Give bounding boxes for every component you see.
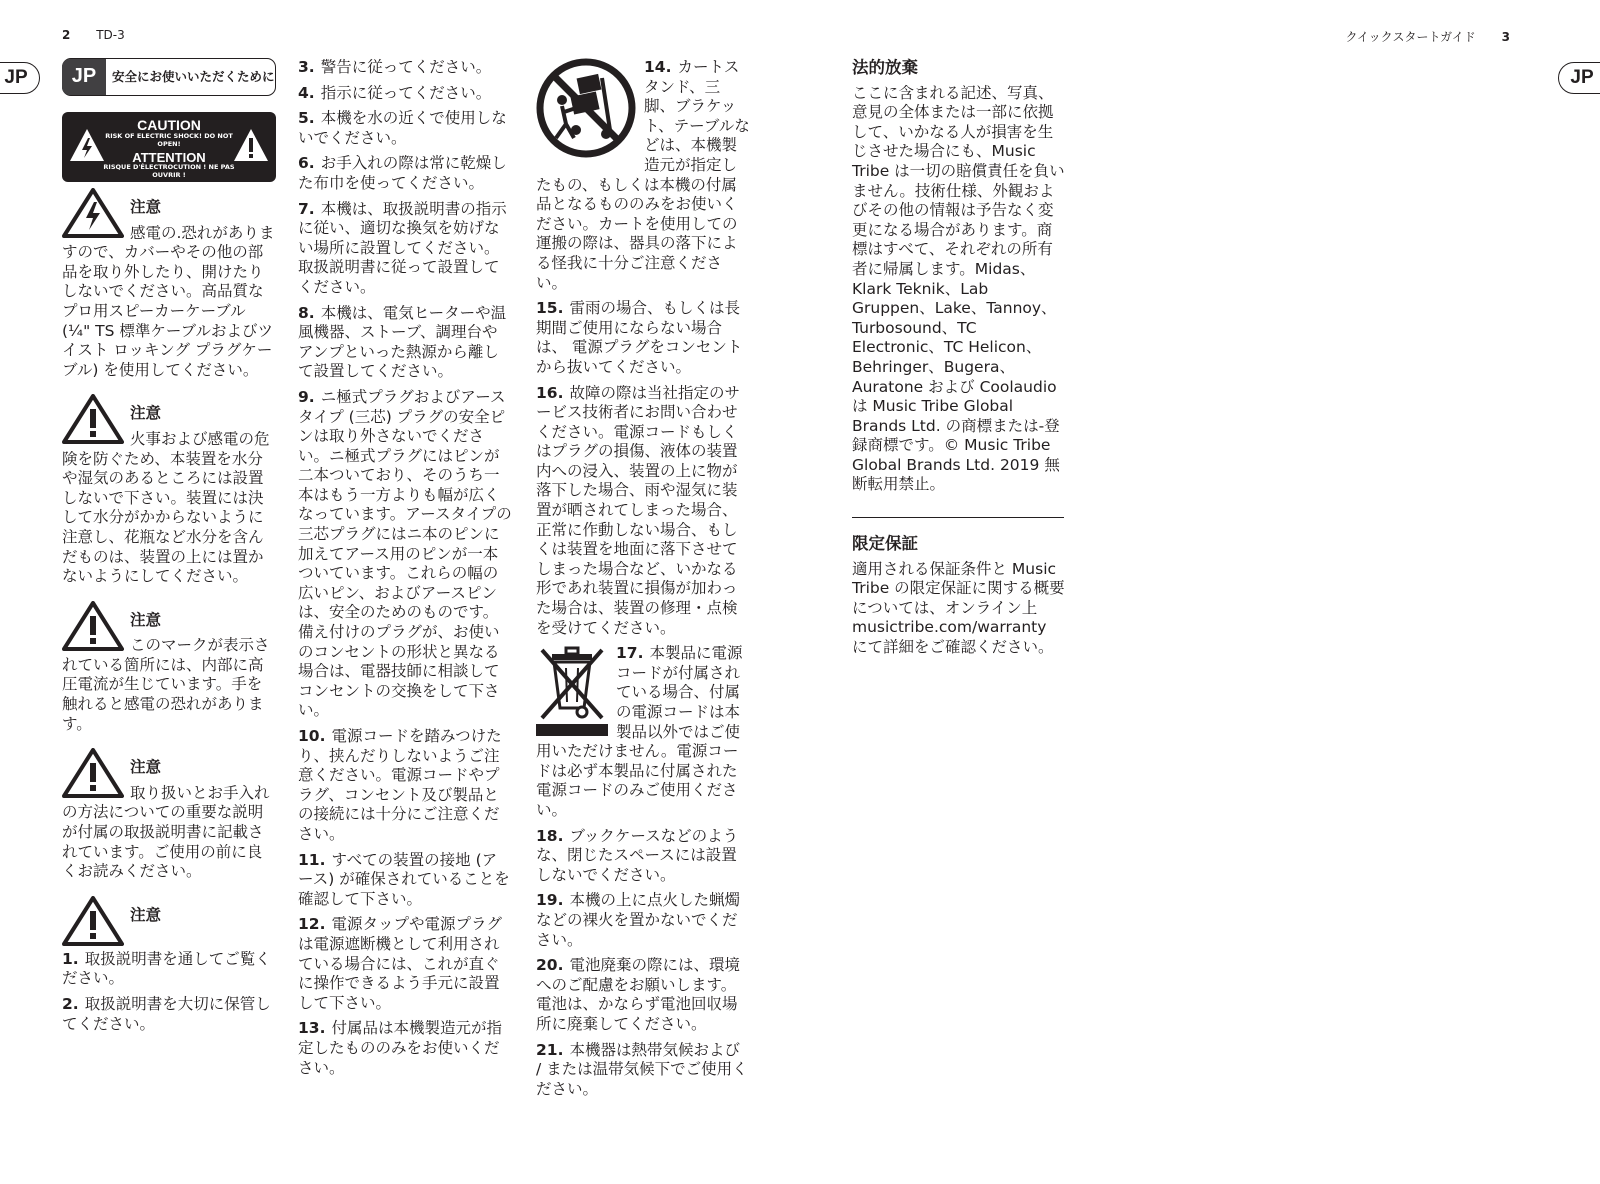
list-item: 4. 指示に従ってください。 — [298, 83, 492, 102]
warranty-body: 適用される保証条件と Music Tribe の限定保証に関する概要については、オンライン上 musictribe.com/warranty にて詳細をご確認ください。 — [852, 559, 1065, 657]
warning-label: 注意 — [130, 198, 162, 216]
list-item: 14. カートスタンド、三脚、ブラケット、テーブルなどは、本機製造元が指定したもの、もしくは本機の付属品となるもののみをお使いください。カートを使用しての運搬の際は、器具の落下による怪我に十分ご注意ください。 — [536, 58, 750, 292]
warranty-title: 限定保証 — [852, 534, 918, 554]
caution-sub: RISK OF ELECTRIC SHOCK! DO NOT OPEN! — [105, 132, 233, 148]
legal-title: 法的放棄 — [852, 58, 918, 77]
exclamation-triangle-icon — [62, 748, 124, 798]
list-item: 7. 本機は、取扱説明書の指示に従い、適切な換気を妨げない場所に設置してください。取扱説明書に従って設置してください。 — [298, 199, 507, 296]
caution-box — [62, 112, 276, 182]
list-item: 13. 付属品は本機製造元が指定したもののみをお使いください。 — [298, 1019, 502, 1077]
legal-body: ここに含まれる記述、写真、意見の全体または一部に依拠して、いかなる人が損害を生じさせた場合にも、Music Tribe は一切の賠償責任を負いません。技術仕様、外観およびその他の情報は予告なく変更になる場合があります。商標はすべて、それぞれの所有者に帰属します。Midas、Klark Teknik、Lab Gruppen、Lake、Tannoy、Turbosound、TC Electronic、TC Helicon、Behringer、Bugera、Auratone および Coolaudio は Music Tribe Global Brands Ltd. の商標または-登録商標です。© Music Tribe Global Brands Ltd. 2019 無断転用禁止。 — [852, 83, 1065, 494]
attention-label: ATTENTION — [132, 150, 206, 165]
list-item: 3. 警告に従ってください。 — [298, 58, 492, 76]
list-item: 12. 電源タップや電源プラグは電源遮断機として利用されている場合には、これが直ぐに操作できるよう手元に設置して下さい。 — [298, 915, 502, 1012]
warning-text: このマークが表示 — [130, 636, 255, 655]
caution-label: CAUTION — [137, 117, 201, 133]
warning-text: されている箇所には、内部に高圧電流が生じています。手を触れると感電の恐れがあります。 — [62, 636, 270, 733]
list-item: 15. 雷雨の場合、もしくは長期間ご使用にならない場合は、 電源プラグをコンセントから抜いてください。 — [536, 299, 743, 376]
warning-text: ますので、カバーやその他の部品を取り外したり、開けたりしないでください。高品質なプロ用スピーカーケーブル (¼" TS 標準ケーブルおよびツイスト ロッキング プラグケーブル) を使用してください。 — [62, 223, 275, 379]
language-tab-left: JP — [0, 62, 40, 94]
exclamation-triangle-icon — [62, 394, 124, 444]
legal-column — [852, 58, 1066, 658]
lightning-triangle-icon — [62, 188, 124, 238]
attention-sub: RISQUE D'ÉLECTROCUTION ! NE PAS OUVRIR ! — [103, 163, 235, 179]
safety-title: 安全にお使いいただくために — [112, 69, 275, 85]
list-item: 8. 本機は、電気ヒーターや温風機器、ストーブ、調理台やアンプといった熱源から離して設置してください。 — [298, 303, 507, 381]
safety-header — [62, 58, 276, 96]
list-item: 5. 本機を水の近くで使用しないでください。 — [298, 109, 507, 147]
list-item: 9. ニ極式プラグおよびアースタイプ (三芯) プラグの安全ピンは取り外さないでください。ニ極式プラグにはピンが二本ついており、そのうち一本はもう一方よりも幅が広くなっています。アースタイプの三芯プラグにはニ本のピンに加えてアース用のピンが一本ついています。これらの幅の広いピン、およびアースピンは、安全のためのものです。備え付けのプラグが、お使いのコンセントの形状と異なる場合は、電器技師に相談してコンセントの交換をして下さい。 — [298, 387, 512, 720]
exclamation-triangle-icon — [62, 601, 124, 651]
left-page-number: 2 — [62, 28, 71, 42]
warning-block — [62, 896, 276, 946]
warning-label: 注意 — [130, 905, 162, 924]
list-item: 6. お手入れの際は常に乾燥した布巾を使ってください。 — [298, 154, 507, 192]
warning-text: 取り扱いとお手 — [130, 783, 239, 802]
list-item: 10. 電源コードを踏みつけたり、挟んだりしないようご注意ください。電源コードやプラグ、コンセント及び製品との接続には十分にご注意ください。 — [298, 727, 502, 843]
list-item: 16. 故障の際は当社指定のサービス技術者にお問い合わせください。電源コードもしくはプラグの損傷、液体の装置内への浸入、装置の上に物が落下した場合、雨や湿気に装置が晒されてしまった場合、正常に作動しない場合、もしくは装置を地面に落下させてしまった場合など、いかなる形であれ装置に損傷が加わった場合は、装置の修理・点検を受けてください。 — [536, 383, 740, 637]
column-1 — [62, 58, 276, 1040]
warning-block — [62, 394, 276, 586]
cart-warning-icon — [536, 58, 636, 158]
list-item: 2. 取扱説明書を大切に保管してください。 — [62, 995, 271, 1033]
warning-block — [62, 601, 276, 735]
warning-block — [62, 748, 276, 882]
safety-lang-badge: JP — [62, 59, 106, 95]
left-header-title: TD-3 — [96, 28, 125, 42]
exclamation-triangle-icon — [62, 896, 124, 946]
page-header-right — [1345, 28, 1510, 45]
right-header-title: クイックスタートガイド — [1345, 30, 1476, 44]
list-item: 20. 電池廃棄の際には、環境へのご配慮をお願いします。電池は、かならず電池回収場所に廃棄してください。 — [536, 956, 740, 1033]
weee-bin-icon — [536, 644, 608, 736]
list-item: 18. ブックケースなどのような、閉じたスペースには設置しないでください。 — [536, 826, 739, 884]
warning-text: 火事および感電 — [130, 429, 239, 448]
list-item: 17. 本製品に電源コードが付属されている場合、付属の電源コードは本製品以外ではご使用いただけません。電源コードは必ず本製品に付属された電源コードのみご使用ください。 — [536, 644, 743, 819]
warning-label: 注意 — [130, 404, 162, 423]
warning-text: 感電の.恐れがあり — [130, 223, 259, 242]
section-divider — [852, 517, 1064, 518]
page-header-left — [62, 28, 125, 42]
exclamation-triangle-icon — [233, 128, 269, 162]
warning-text: 入れの方法についての重要な説明が付属の取扱説明書に記載されています。ご使用の前に良くお読みください。 — [62, 783, 270, 881]
warning-text: の危険を防ぐため、本装置を水分や湿気のあるところには設置しないで下さい。装置には決して水分がかからないように注意し、花瓶など水分を含んだものは、装置の上には置かないようにしてください。 — [62, 429, 270, 586]
right-page-number: 3 — [1501, 30, 1510, 44]
list-item: 11. すべての装置の接地 (アース) が確保されていることを確認して下さい。 — [298, 850, 510, 908]
column-2 — [298, 58, 512, 1084]
list-item: 1. 取扱説明書を通してご覧ください。 — [62, 949, 271, 988]
language-tab-right: JP — [1558, 62, 1600, 94]
warning-block — [62, 188, 276, 380]
lightning-triangle-icon — [69, 128, 105, 162]
list-item: 21. 本機器は熱帯気候および / または温帯気候下でご使用ください。 — [536, 1040, 748, 1098]
list-item: 19. 本機の上に点火した蝋燭などの裸火を置かないでください。 — [536, 891, 740, 949]
column-3 — [536, 58, 750, 1105]
warning-label: 注意 — [130, 758, 162, 777]
warning-label: 注意 — [130, 610, 162, 629]
